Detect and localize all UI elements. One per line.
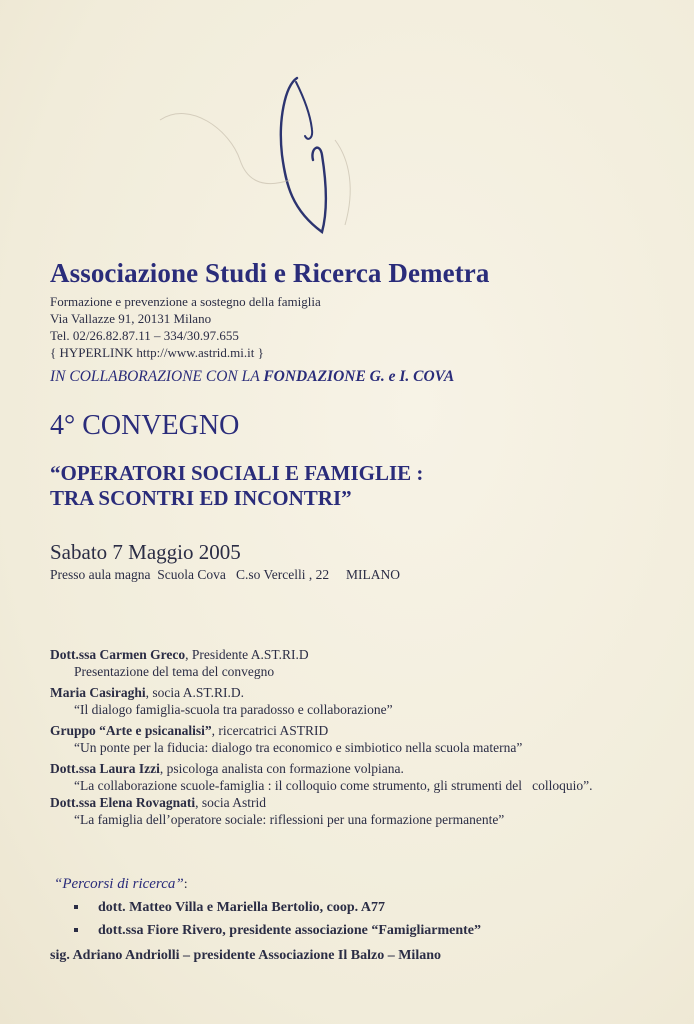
speaker-name: Dott.ssa Carmen Greco [50,647,186,662]
event-theme-line2: TRA SCONTRI ED INCONTRI” [50,486,352,510]
event-date: Sabato 7 Maggio 2005 [50,540,241,564]
speaker-name: Dott.ssa Laura Izzi [50,761,160,776]
speaker-role: , socia A.ST.RI.D. [145,685,244,700]
speaker-talk: Presentazione del tema del convegno [74,664,275,679]
speaker-role: , Presidente A.ST.RI.D [185,647,309,662]
speaker-item [50,794,592,828]
speaker-item [50,684,592,718]
speaker-name: Maria Casiraghi [50,685,146,700]
event-theme-line1: “OPERATORI SOCIALI E FAMIGLIE : [50,461,424,485]
organization-phone: Tel. 02/26.82.87.11 – 334/30.97.655 [50,328,239,343]
event-venue: Presso aula magna Scuola Cova C.so Vercelli , 22 MILANO [50,567,400,582]
speaker-talk: “La famiglia dell’operatore sociale: riflessioni per una formazione permanente” [74,812,505,827]
organization-subtitle: Formazione e prevenzione a sostegno della famiglia [50,294,321,309]
collaboration-foundation: FONDAZIONE G. e I. COVA [263,368,455,385]
organization-info [50,293,321,361]
event-title: 4° CONVEGNO [50,410,240,441]
event-theme [50,461,423,511]
organization-name: Associazione Studi e Ricerca Demetra [50,258,490,288]
bullet-icon [74,928,78,932]
speaker-talk: “La collaborazione scuole-famiglia : il colloquio come strumento, gli strumenti del colloquio”. [74,778,593,793]
research-item: dott. Matteo Villa e Mariella Bertolio, coop. A77 [50,900,481,916]
speaker-role: , socia Astrid [195,795,267,810]
speaker-name: Gruppo “Arte e psicanalisi” [50,723,212,738]
speaker-talk: “Il dialogo famiglia-scuola tra paradosso e collaborazione” [74,702,393,717]
speaker-name: Dott.ssa Elena Rovagnati [50,795,196,810]
research-section [50,876,481,964]
speaker-item [50,760,592,794]
research-heading-suffix: : [183,877,188,892]
research-item: dott.ssa Fiore Rivero, presidente associazione “Famigliarmente” [50,923,481,939]
collaboration-prefix: IN COLLABORAZIONE CON LA [50,368,264,385]
organization-hyperlink: { HYPERLINK http://www.astrid.mi.it } [50,345,264,360]
bullet-icon [74,905,78,909]
handwritten-signature [150,60,380,250]
speaker-role: , psicologa analista con formazione volpiana. [159,761,404,776]
research-heading: “Percorsi di ricerca” [54,876,184,892]
collaboration-line [50,368,454,386]
closing-speaker: sig. Adriano Andriolli – presidente Associazione Il Balzo – Milano [50,948,441,963]
speaker-role: , ricercatrici ASTRID [211,723,329,738]
speakers-list [50,646,592,832]
speaker-item [50,722,592,756]
speaker-item [50,646,592,680]
speaker-talk: “Un ponte per la fiducia: dialogo tra economico e simbiotico nella scuola materna” [74,740,523,755]
organization-address: Via Vallazze 91, 20131 Milano [50,311,212,326]
